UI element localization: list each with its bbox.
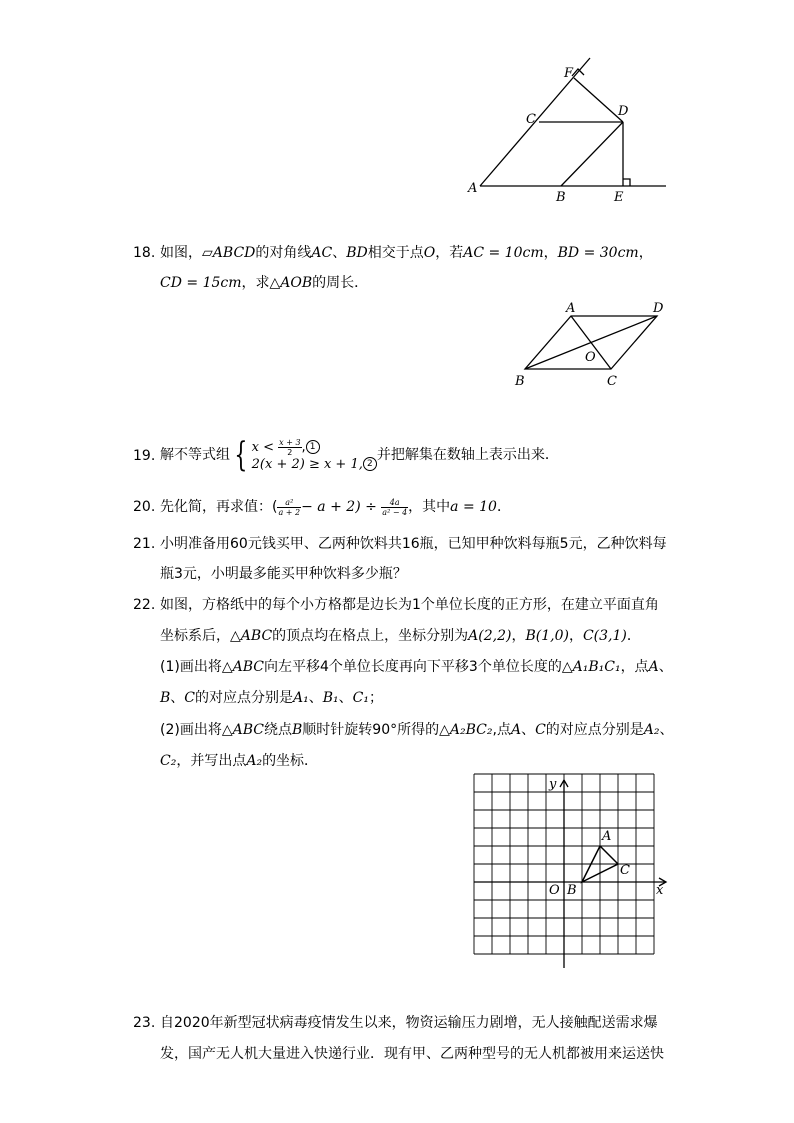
q22-number: 22. (133, 597, 156, 613)
figure-17 (460, 55, 680, 210)
label-B: B (567, 883, 577, 898)
axis-label-y: y (549, 777, 557, 792)
q22-line-5: (2)画出将△ABC绕点B顺时针旋转90°所得的△A₂BC₂,点A、C的对应点分别是A₂、 (160, 722, 674, 738)
q19-number: 19. (133, 448, 156, 464)
label-B: B (515, 374, 525, 389)
q23-number: 23. (133, 1015, 156, 1031)
q23-line-2: 发，国产无人机大量进入快递行业．现有甲、乙两种型号的无人机都被用来运送快 (160, 1046, 664, 1062)
q18-number: 18. (133, 245, 156, 261)
q22-line-1: 如图，方格纸中的每个小方格都是边长为1个单位长度的正方形，在建立平面直角 (160, 597, 659, 613)
q21-line-1: 小明准备用60元钱买甲、乙两种饮料共16瓶，已知甲种饮料每瓶5元，乙种饮料每 (160, 536, 667, 552)
label-E: E (614, 190, 624, 205)
q21-line-2: 瓶3元，小明最多能买甲种饮料多少瓶？ (160, 566, 407, 582)
inequality-system: x < $\frac{x + 3}{2}$ , 1 2(x + 2) ≥ x + 1, 2 (252, 438, 377, 473)
axis-label-x: x (656, 883, 664, 898)
q22-line-6: C₂，并写出点A₂的坐标． (160, 753, 319, 769)
q19-line: 解不等式组 { x < $\frac{x + 3}{2}$ , 1 2(x + 2) ≥ x + 1, 2 并把解集在数轴上表示出来． (160, 435, 559, 475)
label-D: D (653, 301, 664, 316)
label-D: D (618, 104, 629, 119)
label-F: F (564, 66, 574, 81)
coordinate-grid (460, 770, 680, 975)
label-C: C (526, 112, 536, 127)
figure-18-parallelogram (505, 295, 685, 390)
label-O: O (585, 350, 596, 365)
q18-line-2: CD = 15cm，求△AOB的周长． (160, 275, 369, 291)
label-A: A (602, 829, 612, 844)
q18-line-1: 如图，▱ABCD的对角线AC、BD相交于点O，若AC = 10cm，BD = 30cm， (160, 245, 653, 261)
q22-line-3: (1)画出将△ABC向左平移4个单位长度再向下平移3个单位长度的△A₁B₁C₁，点A、 (160, 659, 673, 675)
label-A: A (566, 301, 576, 316)
label-C: C (607, 374, 617, 389)
label-A: A (468, 181, 478, 196)
q20-line: 先化简，再求值：( $\frac{\text{a²}}{a + 2}$ − a + 2) ÷ $\frac{4a}{\text{a² − 4}}$ ，其中a = 10． (160, 497, 511, 517)
label-B: B (556, 190, 566, 205)
origin-label: O (549, 883, 560, 898)
q20-number: 20. (133, 499, 156, 515)
q22-line-2: 坐标系后，△ABC的顶点均在格点上，坐标分别为A(2,2)，B(1,0)，C(3,1)． (160, 628, 641, 644)
label-C: C (620, 863, 630, 878)
q21-number: 21. (133, 536, 156, 552)
q23-line-1: 自2020年新型冠状病毒疫情发生以来，物资运输压力剧增，无人接触配送需求爆 (160, 1015, 658, 1031)
q22-line-4: B、C的对应点分别是A₁、B₁、C₁； (160, 690, 383, 706)
